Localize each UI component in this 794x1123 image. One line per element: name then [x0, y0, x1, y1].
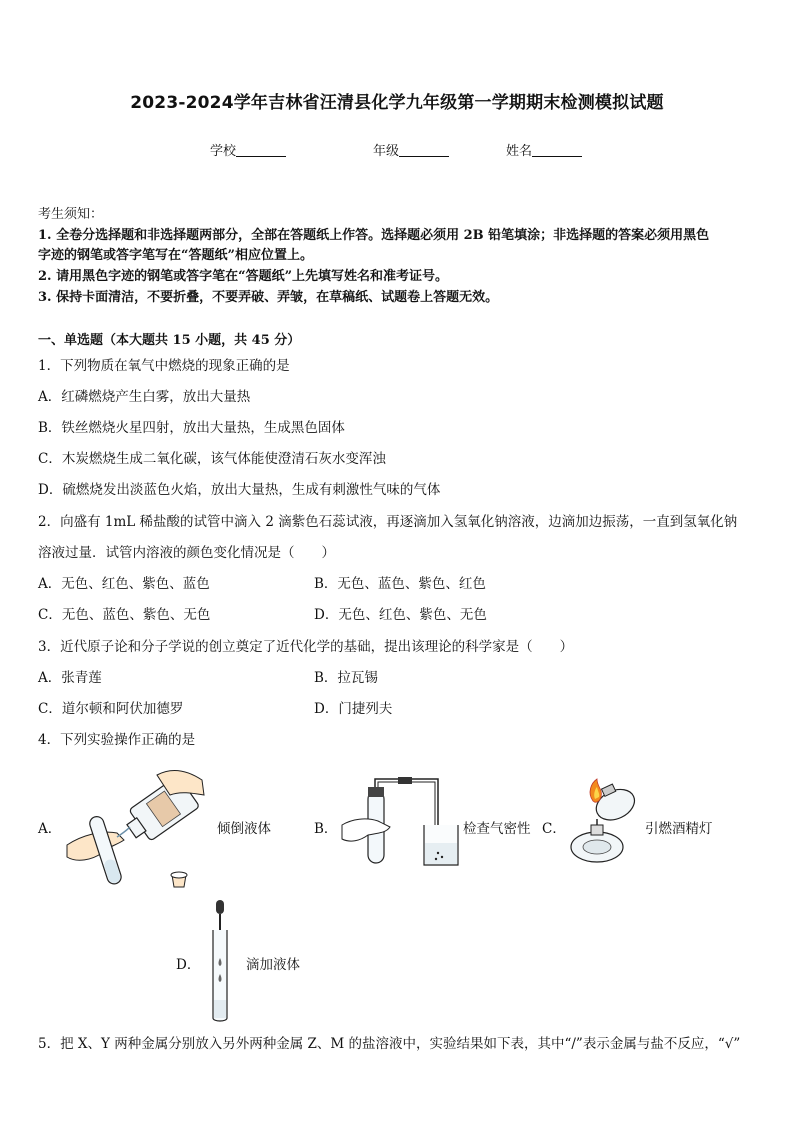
- pouring-liquid-figure: [62, 765, 212, 895]
- page-title: 2023-2024学年吉林省汪清县化学九年级第一学期期末检测模拟试题: [130, 93, 664, 113]
- q2-stem-cont: 溶液过量．试管内溶液的颜色变化情况是（ ）: [38, 545, 335, 561]
- q2-stem: 2．向盛有 1mL 稀盐酸的试管中滴入 2 滴紫色石蕊试液，再逐滴加入氢氧化钠溶液，边滴加边振荡，一直到氢氧化钠: [38, 514, 738, 530]
- dropper-figure: [205, 900, 237, 1022]
- airtightness-figure: [338, 775, 463, 870]
- alcohol-lamp-figure: [565, 775, 645, 870]
- q4-option-b-letter: B．: [314, 821, 338, 837]
- grade-blank[interactable]: [399, 142, 449, 157]
- q2-option-b: B．无色、蓝色、紫色、红色: [314, 576, 486, 592]
- q1-stem: 1．下列物质在氧气中燃烧的现象正确的是: [38, 358, 290, 374]
- q3-option-a: A．张青莲: [38, 670, 102, 686]
- school-blank[interactable]: [236, 142, 286, 157]
- q1-option-b: B．铁丝燃烧火星四射，放出大量热，生成黑色固体: [38, 420, 345, 436]
- section-heading: 一、单选题（本大题共 15 小题，共 45 分）: [38, 333, 301, 348]
- q2-option-d: D．无色、红色、紫色、无色: [314, 607, 487, 623]
- q4-option-b-label: 检查气密性: [463, 821, 531, 837]
- q4-option-a-label: 倾倒液体: [217, 821, 271, 837]
- notice-heading: 考生须知：: [38, 207, 104, 222]
- notice-item-1-cont: 字迹的钢笔或答字笔写在“答题纸”相应位置上。: [38, 248, 313, 263]
- q4-option-a-letter: A．: [38, 821, 62, 837]
- name-field[interactable]: [506, 140, 582, 159]
- q4-stem: 4．下列实验操作正确的是: [38, 732, 196, 748]
- notice-item-2: 2. 请用黑色字迹的钢笔或答字笔在“答题纸”上先填写姓名和准考证号。: [38, 269, 449, 284]
- q2-option-c: C．无色、蓝色、紫色、无色: [38, 607, 211, 623]
- q1-option-a: A．红磷燃烧产生白雾，放出大量热: [38, 389, 251, 405]
- name-label: 姓名: [506, 144, 533, 159]
- q4-option-d-letter: D．: [176, 957, 201, 973]
- grade-label: 年级: [373, 144, 400, 159]
- notice-item-3: 3. 保持卡面清洁，不要折叠，不要弄破、弄皱，在草稿纸、试题卷上答题无效。: [38, 290, 499, 305]
- q4-option-d-label: 滴加液体: [246, 957, 300, 973]
- name-blank[interactable]: [532, 142, 582, 157]
- grade-field[interactable]: [373, 140, 449, 159]
- q4-option-c-letter: C．: [542, 821, 566, 837]
- q3-option-c: C．道尔顿和阿伏加德罗: [38, 701, 184, 717]
- q5-stem: 5．把 X、Y 两种金属分别放入另外两种金属 Z、M 的盐溶液中，实验结果如下表，其中“/”表示金属与盐不反应，“√”: [38, 1036, 741, 1052]
- q2-option-a: A．无色、红色、紫色、蓝色: [38, 576, 210, 592]
- q4-option-c-label: 引燃酒精灯: [645, 821, 713, 837]
- q3-option-b: B．拉瓦锡: [314, 670, 378, 686]
- notice-item-1: 1. 全卷分选择题和非选择题两部分，全部在答题纸上作答。选择题必须用 2B 铅笔填涂；非选择题的答案必须用黑色: [38, 228, 710, 243]
- school-label: 学校: [210, 144, 237, 159]
- q3-stem: 3．近代原子论和分子学说的创立奠定了近代化学的基础，提出该理论的科学家是（ ）: [38, 639, 574, 655]
- school-field[interactable]: [210, 140, 286, 159]
- q1-option-c: C．木炭燃烧生成二氧化碳，该气体能使澄清石灰水变浑浊: [38, 451, 386, 467]
- q3-option-d: D．门捷列夫: [314, 701, 393, 717]
- q1-option-d: D．硫燃烧发出淡蓝色火焰，放出大量热，生成有刺激性气味的气体: [38, 482, 441, 498]
